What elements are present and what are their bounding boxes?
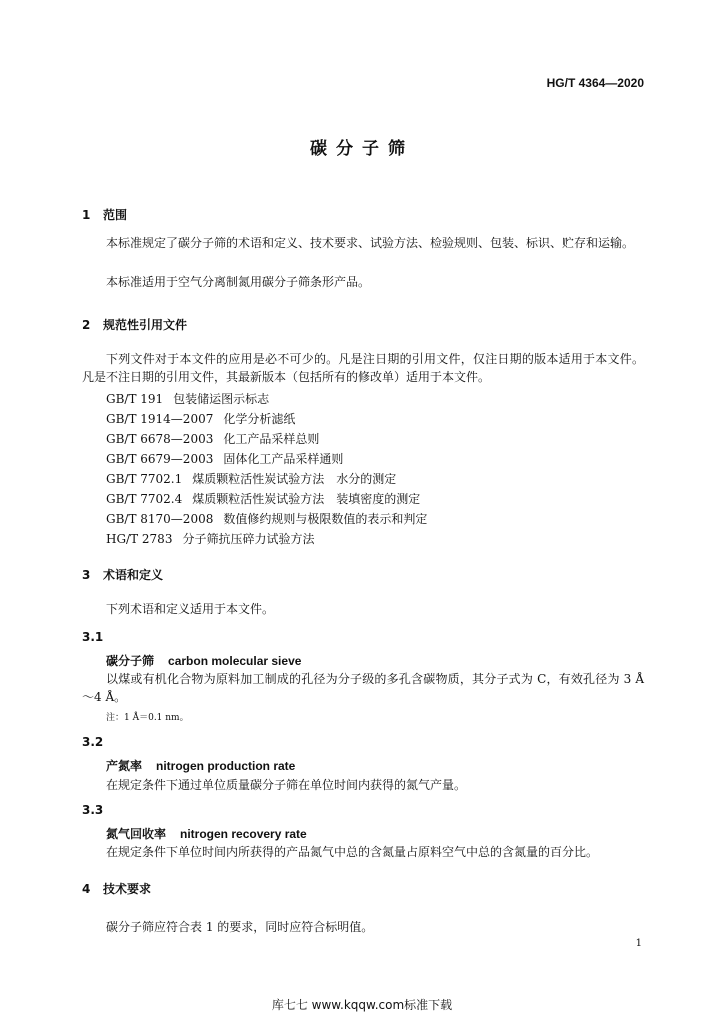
section-1-heading [82, 206, 127, 223]
section-number: 2 [82, 318, 91, 332]
document-title: 碳分子筛 [310, 139, 414, 159]
term-zh: 氮气回收率 [106, 827, 167, 841]
reference-code: GB/T 191 [106, 392, 164, 406]
section-title: 术语和定义 [103, 568, 164, 582]
term-definition: 在规定条件下单位时间内所获得的产品氮气中总的含氮量占原料空气中总的含氮量的百分比。 [106, 845, 599, 859]
paragraph: 本标准规定了碳分子筛的术语和定义、技术要求、试验方法、检验规则、包装、标识、贮存和运输。 [106, 236, 635, 250]
reference-item [106, 410, 295, 427]
reference-item [106, 470, 396, 487]
section-4-heading [82, 880, 151, 897]
term-en: nitrogen recovery rate [180, 827, 307, 841]
paragraph: 碳分子筛应符合表 1 的要求，同时应符合标明值。 [106, 920, 374, 934]
term-heading [106, 757, 295, 774]
reference-name: 包装储运图示标志 [173, 392, 270, 406]
reference-item [106, 390, 269, 407]
standard-number: HG/T 4364—2020 [546, 76, 644, 90]
reference-name: 固体化工产品采样通则 [223, 452, 344, 466]
reference-item [106, 450, 343, 467]
term-definition: 以煤或有机化合物为原料加工制成的孔径为分子级的多孔含碳物质，其分子式为 C，有效孔径为 3 Å～4 Å。 [82, 672, 644, 704]
reference-code: GB/T 6678—2003 [106, 432, 214, 446]
reference-item [106, 530, 314, 547]
section-number: 3 [82, 568, 91, 582]
reference-name: 化工产品采样总则 [223, 432, 320, 446]
term-en: nitrogen production rate [156, 759, 296, 773]
section-number: 1 [82, 208, 91, 222]
reference-name: 煤质颗粒活性炭试验方法 水分的测定 [192, 472, 397, 486]
reference-item [106, 430, 319, 447]
reference-name: 化学分析滤纸 [223, 412, 296, 426]
term-number: 3.1 [82, 630, 104, 644]
section-2-heading [82, 316, 187, 333]
section-title: 规范性引用文件 [103, 318, 188, 332]
term-heading [106, 825, 307, 842]
reference-name: 数值修约规则与极限数值的表示和判定 [223, 512, 428, 526]
term-number: 3.2 [82, 735, 104, 749]
term-zh: 产氮率 [106, 759, 143, 773]
paragraph: 下列术语和定义适用于本文件。 [106, 602, 275, 616]
section-3-heading [82, 566, 163, 583]
reference-name: 煤质颗粒活性炭试验方法 装填密度的测定 [192, 492, 421, 506]
reference-item [106, 510, 427, 527]
reference-code: GB/T 7702.1 [106, 472, 183, 486]
reference-name: 分子筛抗压碎力试验方法 [182, 532, 315, 546]
term-heading [106, 652, 301, 669]
reference-item [106, 490, 420, 507]
term-note: 注：1 Å＝0.1 nm。 [106, 713, 189, 723]
page-number: 1 [635, 938, 642, 949]
section-number: 4 [82, 882, 91, 896]
term-number: 3.3 [82, 803, 104, 817]
term-en: carbon molecular sieve [168, 654, 302, 668]
section-title: 技术要求 [103, 882, 152, 896]
reference-code: GB/T 1914—2007 [106, 412, 214, 426]
reference-code: GB/T 7702.4 [106, 492, 183, 506]
reference-code: GB/T 6679—2003 [106, 452, 214, 466]
reference-code: GB/T 8170—2008 [106, 512, 214, 526]
term-zh: 碳分子筛 [106, 654, 155, 668]
section-title: 范围 [103, 208, 128, 222]
paragraph: 下列文件对于本文件的应用是必不可少的。凡是注日期的引用文件，仅注日期的版本适用于本文件。凡是不注日期的引用文件，其最新版本（包括所有的修改单）适用于本文件。 [82, 352, 644, 384]
reference-code: HG/T 2783 [106, 532, 173, 546]
paragraph: 本标准适用于空气分离制氮用碳分子筛条形产品。 [106, 275, 371, 289]
footer-watermark: 库七七 www.kqqw.com标准下载 [271, 998, 453, 1012]
term-definition: 在规定条件下通过单位质量碳分子筛在单位时间内获得的氮气产量。 [106, 778, 467, 792]
